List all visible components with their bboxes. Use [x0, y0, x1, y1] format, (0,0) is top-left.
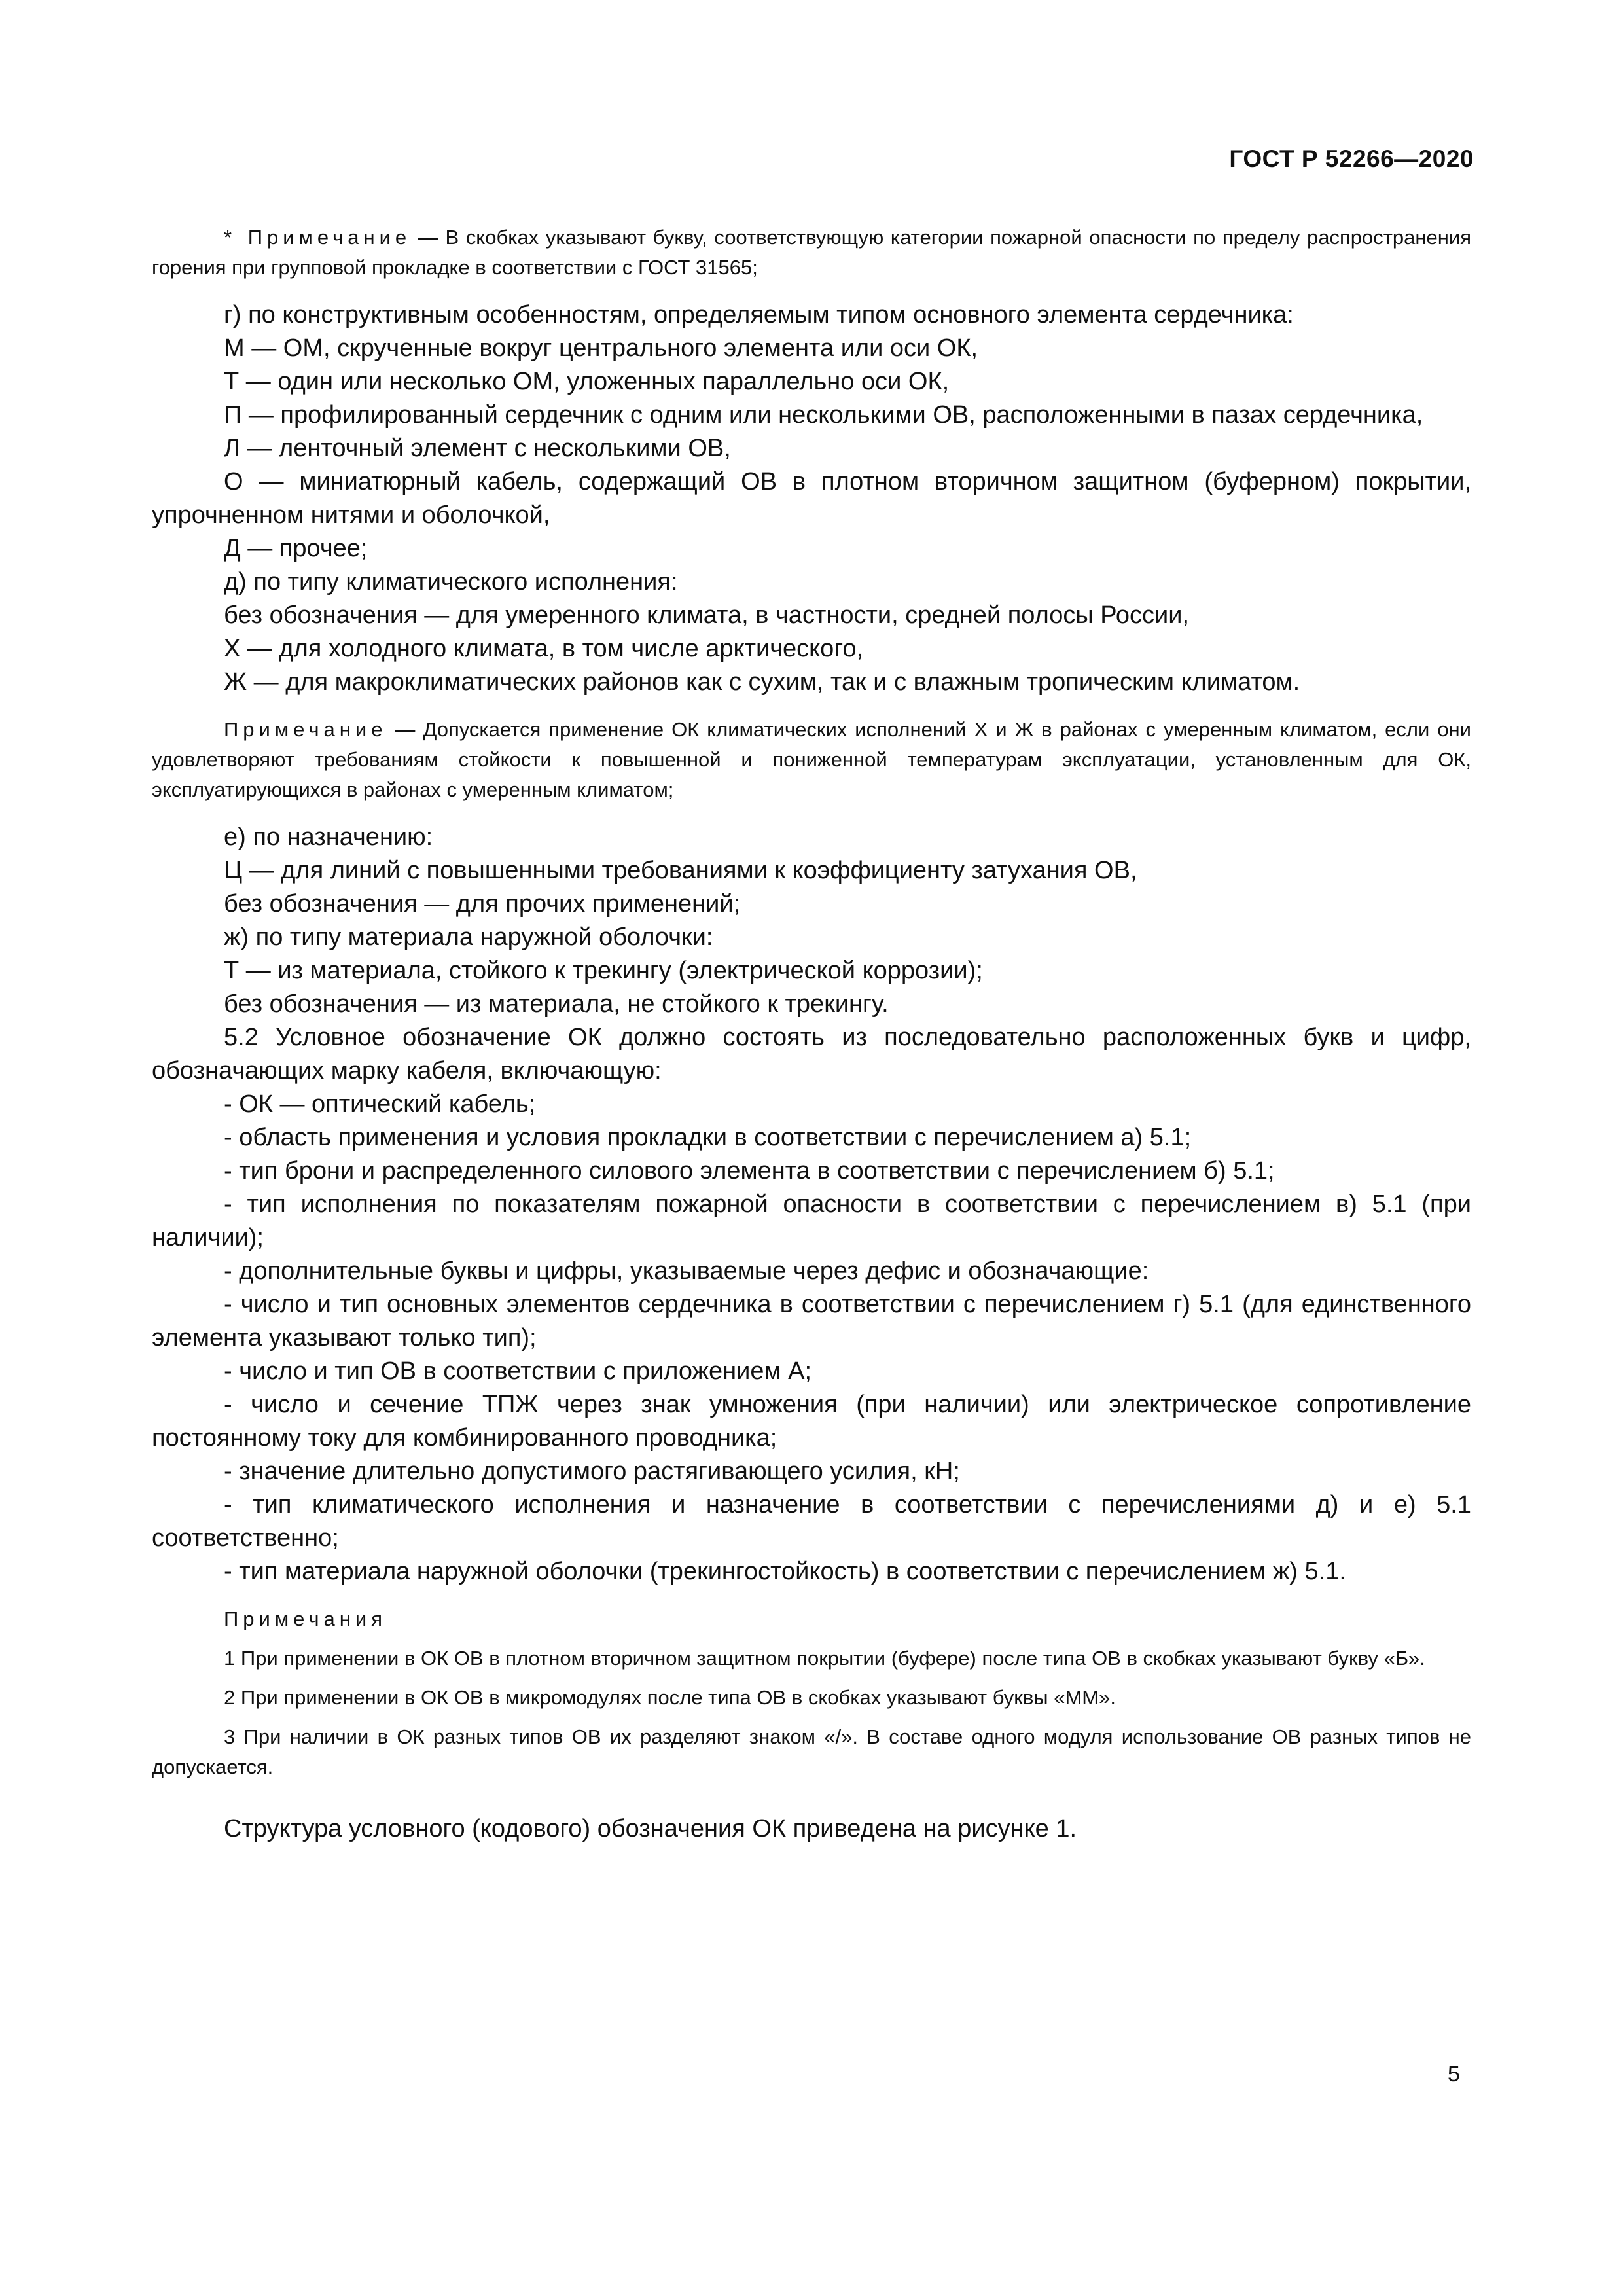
paragraph: е) по назначению:: [224, 823, 433, 851]
paragraph: г) по конструктивным особенностям, определяемым типом основного элемента сердечника:: [224, 301, 1294, 329]
paragraph: Т — один или несколько ОМ, уложенных параллельно оси ОК,: [224, 368, 950, 395]
paragraph: О — миниатюрный кабель, содержащий ОВ в плотном вторичном защитном (буферном) покрытии, упрочненном нитями и оболочкой,: [152, 468, 1471, 529]
paragraph: Х — для холодного климата, в том числе арктического,: [224, 635, 864, 662]
page-content: [152, 223, 1471, 1846]
note-label: * Примечание: [224, 226, 412, 249]
closing-paragraph: Структура условного (кодового) обозначения ОК приведена на рисунке 1.: [224, 1815, 1077, 1842]
paragraph: Ж — для макроклиматических районов как с сухим, так и с влажным тропическим климатом.: [224, 668, 1300, 696]
paragraph: М — ОМ, скрученные вокруг центрального элемента или оси ОК,: [224, 334, 978, 362]
list-item: - значение длительно допустимого растягивающего усилия, кН;: [224, 1458, 960, 1485]
paragraph: П — профилированный сердечник с одним или несколькими ОВ, расположенными в пазах сердечника,: [224, 401, 1423, 429]
page-number: 5: [1448, 2062, 1460, 2087]
note-fire-category: [152, 223, 1471, 283]
note-climate: [152, 715, 1471, 805]
paragraph: без обозначения — из материала, не стойкого к трекингу.: [224, 990, 889, 1018]
paragraph: Л — ленточный элемент с несколькими ОВ,: [224, 435, 731, 462]
paragraph: д) по типу климатического исполнения:: [224, 568, 678, 596]
list-item: - число и сечение ТПЖ через знак умножения (при наличии) или электрическое сопротивление постоянному току для комбинированного проводника;: [152, 1391, 1471, 1452]
list-item: - тип исполнения по показателям пожарной опасности в соответствии с перечислением в) 5.1 (при наличии);: [152, 1191, 1471, 1251]
note-label: Примечание: [224, 718, 387, 741]
notes-heading: Примечания: [224, 1607, 387, 1630]
list-item: - ОК — оптический кабель;: [224, 1090, 536, 1118]
note-text: — В скобках указывают букву, соответствующую категории пожарной опасности по пределу распространения горения при групповой прокладке в соответствии с ГОСТ 31565;: [152, 226, 1471, 279]
list-item: - число и тип ОВ в соответствии с приложением А;: [224, 1357, 812, 1385]
list-item: - дополнительные буквы и цифры, указываемые через дефис и обозначающие:: [224, 1257, 1149, 1285]
note-item: 1 При применении в ОК ОВ в плотном вторичном защитном покрытии (буфере) после типа ОВ в скобках указывают букву «Б».: [224, 1647, 1425, 1670]
note-item: 2 При применении в ОК ОВ в микромодулях после типа ОВ в скобках указывают буквы «ММ».: [224, 1686, 1116, 1709]
section-5-2-paragraph: 5.2 Условное обозначение ОК должно состоять из последовательно расположенных букв и цифр, обозначающих марку кабеля, включающую:: [152, 1024, 1471, 1085]
list-item: - число и тип основных элементов сердечника в соответствии с перечислением г) 5.1 (для единственного элемента указывают только тип);: [152, 1291, 1471, 1352]
note-item: 3 При наличии в ОК разных типов ОВ их разделяют знаком «/». В составе одного модуля использование ОВ разных типов не допускается.: [152, 1725, 1471, 1778]
paragraph: Т — из материала, стойкого к трекингу (электрической коррозии);: [224, 957, 983, 984]
list-item: - тип брони и распределенного силового элемента в соответствии с перечислением б) 5.1;: [224, 1157, 1275, 1185]
note-text: — Допускается применение ОК климатических исполнений Х и Ж в районах с умеренным климатом, если они удовлетворяют требованиям стойкости к повышенной и пониженной температурам эксплуатации, установленным для ОК, эксплуатирующихся в районах с умеренным климатом;: [152, 718, 1471, 801]
document-code-header: ГОСТ Р 52266—2020: [1229, 145, 1474, 172]
list-item: - область применения и условия прокладки в соответствии с перечислением а) 5.1;: [224, 1124, 1192, 1151]
paragraph: Ц — для линий с повышенными требованиями к коэффициенту затухания ОВ,: [224, 857, 1137, 884]
list-item: - тип климатического исполнения и назначение в соответствии с перечислениями д) и е) 5.1 соответственно;: [152, 1491, 1471, 1552]
paragraph: ж) по типу материала наружной оболочки:: [224, 924, 713, 951]
list-item: - тип материала наружной оболочки (трекингостойкость) в соответствии с перечислением ж) 5.1.: [224, 1558, 1346, 1585]
paragraph: без обозначения — для прочих применений;: [224, 890, 741, 918]
paragraph: Д — прочее;: [224, 535, 368, 562]
paragraph: без обозначения — для умеренного климата, в частности, средней полосы России,: [224, 601, 1190, 629]
